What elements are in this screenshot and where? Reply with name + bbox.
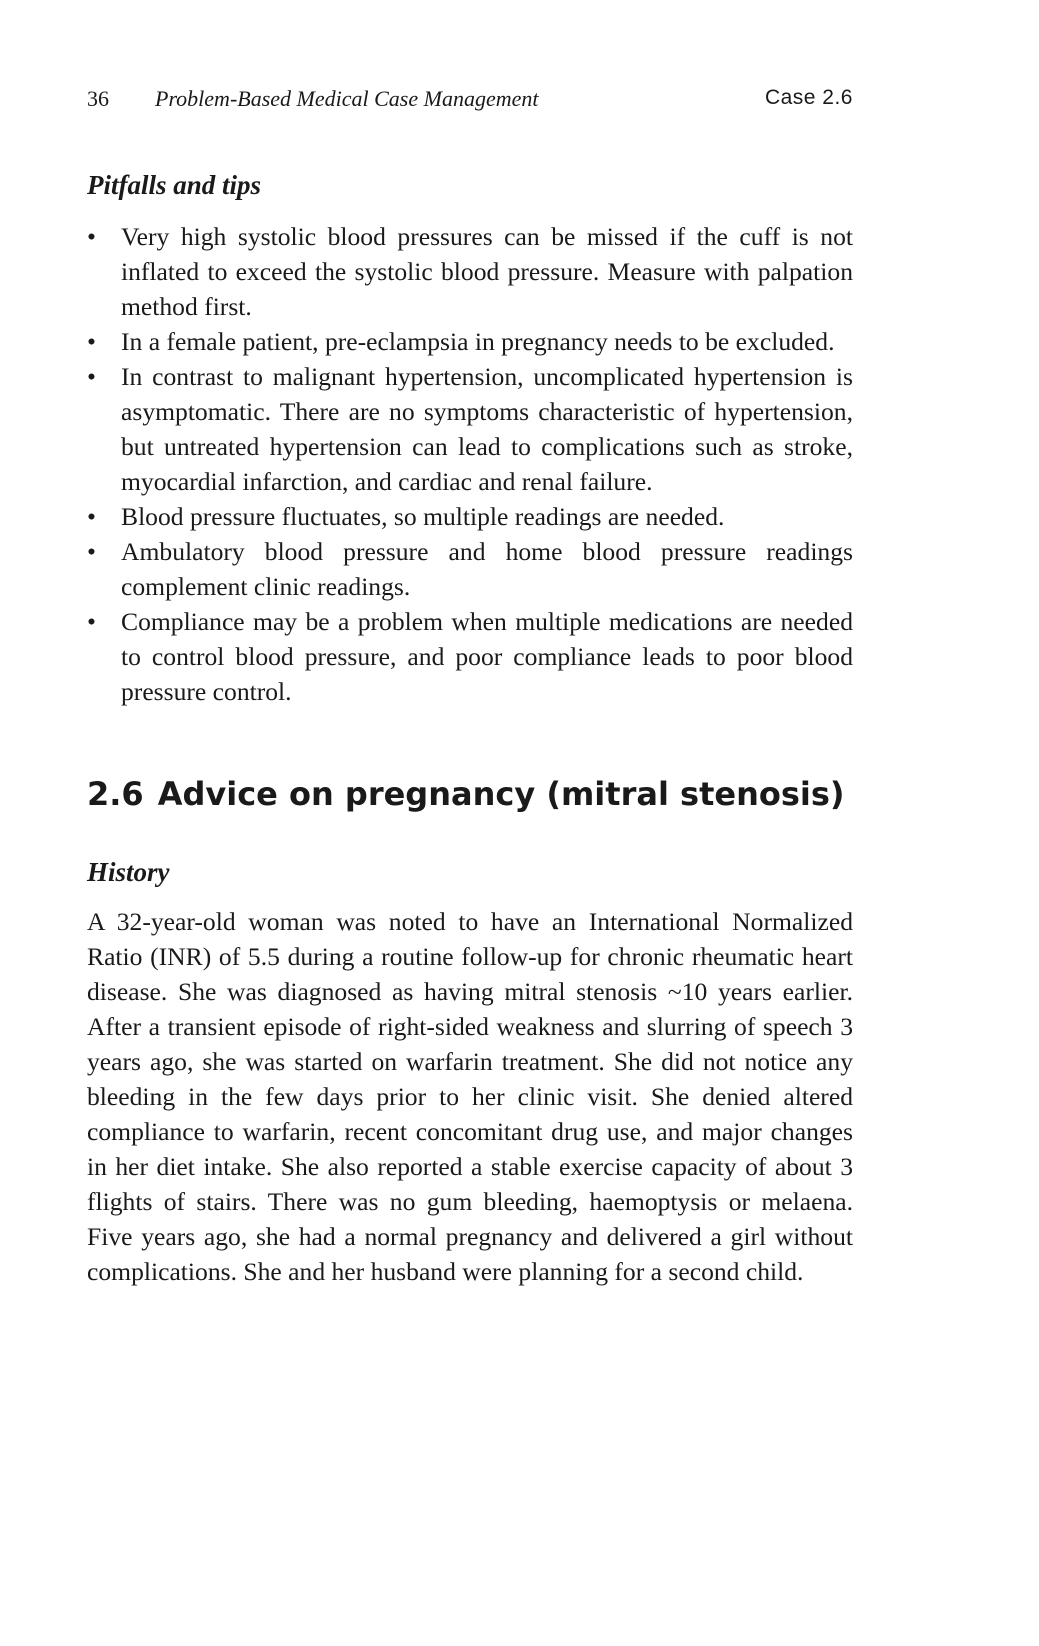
case-label: Case 2.6 [764,86,853,109]
list-item: • In contrast to malignant hypertension, uncomplicated hypertension is asymptomatic. There are no symptoms characteristic of hypertension, but untreated hypertension can lead to complications such as stroke, myocardial infarction, and cardiac and renal failure. [87,359,853,499]
book-page [87,86,853,1289]
list-item: • Ambulatory blood pressure and home blood pressure readings complement clinic readings. [87,534,853,604]
section-heading [87,775,853,813]
section-title: Advice on pregnancy (mitral stenosis) [157,775,845,813]
history-paragraph: A 32-year-old woman was noted to have an International Normalized Ratio (INR) of 5.5 during a routine follow-up for chronic rheumatic heart disease. She was diagnosed as having mitral stenosis ~10 years earlier. After a transient episode of right-sided weakness and slurring of speech 3 years ago, she was started on warfarin treatment. She did not notice any bleeding in the few days prior to her clinic visit. She denied altered compliance to warfarin, recent concomitant drug use, and major changes in her diet intake. She also reported a stable exercise capacity of about 3 flights of stairs. There was no gum bleeding, haemoptysis or melaena. Five years ago, she had a normal pregnancy and delivered a girl without complications. She and her husband were planning for a second child. [87,907,853,1286]
section-number: 2.6 [87,775,144,813]
list-item: • Very high systolic blood pressures can be missed if the cuff is not inflated to exceed the systolic blood pressure. Measure with palpation method first. [87,219,853,324]
page-number: 36 [87,86,109,111]
running-head [87,86,853,122]
pitfalls-list [87,219,853,709]
pitfalls-heading: Pitfalls and tips [87,170,262,200]
book-title: Problem-Based Medical Case Management [155,86,539,111]
list-item: • In a female patient, pre-eclampsia in pregnancy needs to be excluded. [87,324,853,359]
list-item: • Compliance may be a problem when multiple medications are needed to control blood pressure, and poor compliance leads to poor blood pressure control. [87,604,853,709]
list-item: • Blood pressure fluctuates, so multiple readings are needed. [87,499,853,534]
history-heading: History [87,857,170,887]
